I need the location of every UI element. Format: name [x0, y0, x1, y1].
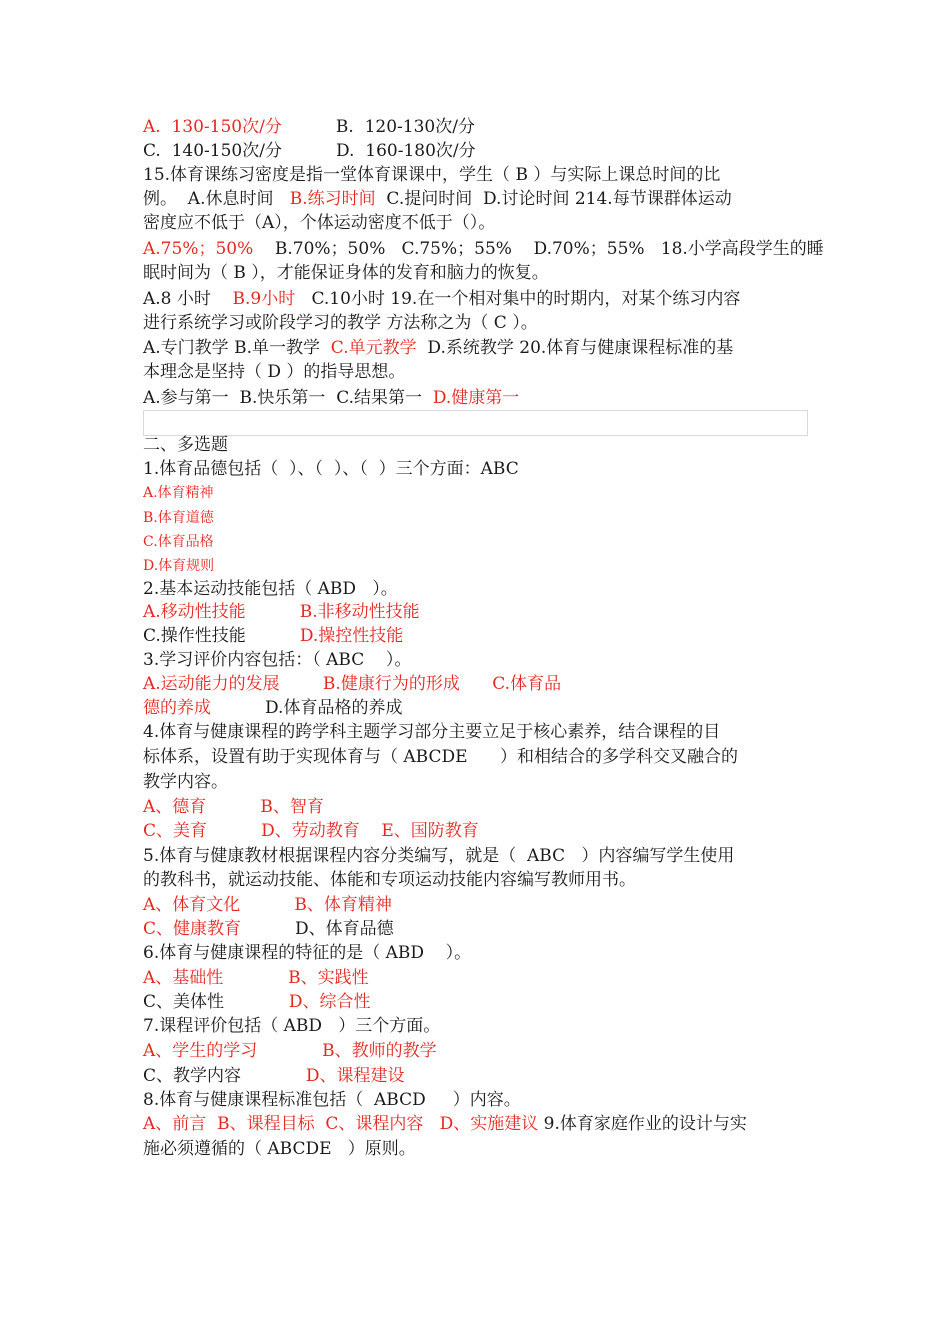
- text-line: [143, 820, 479, 842]
- question-text: 进行系统学习或阶段学习的教学 方法称之为（ C ）。: [143, 313, 538, 333]
- question-text: C、美体性: [143, 992, 289, 1012]
- text-line: [143, 1113, 747, 1135]
- answer-text: A、前言 B、课程目标 C、课程内容 D、实施建议: [143, 1114, 539, 1134]
- answer-text: B、实践性: [288, 968, 369, 988]
- text-line: [143, 1015, 440, 1037]
- question-text: 1.体育品德包括（ ）、（ ）、（ ）三个方面：ABC: [143, 459, 519, 479]
- text-line: [143, 894, 392, 916]
- answer-text: A、体育文化: [143, 895, 241, 915]
- text-line: [143, 601, 420, 623]
- text-line: [143, 1040, 437, 1062]
- question-text: [206, 797, 260, 817]
- answer-text: C、美育: [143, 821, 208, 841]
- question-text: A.参与第一 B.快乐第一 C.结果第一: [143, 388, 433, 408]
- question-text: [257, 1041, 322, 1061]
- answer-text: A、基础性: [143, 968, 224, 988]
- question-text: 4.体育与健康课程的跨学科主题学习部分主要立足于核心素养，结合课程的目: [143, 722, 721, 742]
- answer-text: A.体育精神: [143, 485, 214, 501]
- question-text: [223, 968, 288, 988]
- answer-text: C.体育品格: [143, 534, 214, 550]
- question-text: B. 120-130次/分: [281, 117, 475, 137]
- text-line: [143, 337, 733, 359]
- answer-text: D.健康第一: [432, 388, 520, 408]
- text-line: [143, 918, 394, 940]
- question-text: 密度应不低于（A），个体运动密度不低于（）。: [143, 213, 496, 233]
- text-line: [143, 557, 214, 575]
- question-text: 例。 A.休息时间: [143, 189, 290, 209]
- question-text: [360, 821, 382, 841]
- text-line: [143, 188, 732, 210]
- text-line: [143, 312, 538, 334]
- question-text: 15.体育课练习密度是指一堂体育课课中，学生（ B ）与实际上课总时间的比: [143, 165, 721, 185]
- section-divider: [143, 410, 808, 436]
- text-line: [143, 578, 398, 600]
- answer-text: B.练习时间: [289, 189, 376, 209]
- question-text: [207, 821, 261, 841]
- text-line: [143, 721, 720, 743]
- text-line: [143, 262, 549, 284]
- text-line: [143, 625, 403, 647]
- text-line: [143, 649, 411, 671]
- answer-text: B.非移动性技能: [299, 602, 420, 622]
- question-text: D.体育品格的养成: [211, 698, 403, 718]
- question-text: 9.体育家庭作业的设计与实: [538, 1114, 747, 1134]
- text-line: [143, 164, 720, 186]
- question-text: C.10小时 19.在一个相对集中的时期内，对某个练习内容: [295, 289, 741, 309]
- text-line: [143, 967, 369, 989]
- question-text: [460, 674, 492, 694]
- question-text: 的教科书，就运动技能、体能和专项运动技能内容编写教师用书。: [143, 870, 636, 890]
- text-line: [143, 869, 636, 891]
- answer-text: 德的养成: [143, 698, 211, 718]
- question-text: C.操作性技能: [143, 626, 300, 646]
- answer-text: D.体育规则: [143, 558, 215, 574]
- question-text: 7.课程评价包括（ ABD ）三个方面。: [143, 1016, 441, 1036]
- answer-text: A.运动能力的发展: [143, 674, 280, 694]
- question-text: [280, 674, 323, 694]
- answer-text: D、劳动教育: [261, 821, 360, 841]
- question-text: B.70%；50% C.75%；55% D.70%；55% 18.小学高段学生的睡: [253, 239, 824, 259]
- question-text: 施必须遵循的（ ABCDE ）原则。: [143, 1139, 416, 1159]
- answer-text: D.操控性技能: [299, 626, 404, 646]
- question-text: C.提问时间 D.讨论时间 214.每节课群体运动: [375, 189, 732, 209]
- question-text: C. 140-150次/分 D. 160-180次/分: [143, 141, 476, 161]
- text-line: [143, 212, 495, 234]
- text-line: [143, 1065, 405, 1087]
- question-text: [240, 895, 294, 915]
- text-line: [143, 845, 734, 867]
- question-text: 二、多选题: [143, 435, 228, 455]
- text-line: [143, 1138, 416, 1160]
- question-text: D、体育品德: [241, 919, 394, 939]
- question-text: 2.基本运动技能包括（ ABD ）。: [143, 579, 398, 599]
- text-line: [143, 458, 519, 480]
- question-text: A.8 小时: [143, 289, 233, 309]
- question-text: 本理念是坚持（ D ）的指导思想。: [143, 362, 406, 382]
- text-line: [143, 942, 471, 964]
- answer-text: B.体育道德: [143, 510, 214, 526]
- question-text: D.系统教学 20.体育与健康课程标准的基: [416, 338, 734, 358]
- text-line: [143, 673, 561, 695]
- answer-text: D、课程建设: [305, 1066, 405, 1086]
- answer-text: C.体育品: [492, 674, 562, 694]
- text-line: [143, 771, 228, 793]
- answer-text: B、教师的教学: [322, 1041, 437, 1061]
- question-text: 标体系，设置有助于实现体育与（ ABCDE ）和相结合的多学科交叉融合的: [143, 747, 738, 767]
- answer-text: B.健康行为的形成: [322, 674, 460, 694]
- question-text: 眠时间为（ B ），才能保证身体的发育和脑力的恢复。: [143, 263, 549, 283]
- text-line: [143, 140, 476, 162]
- text-line: [143, 238, 824, 260]
- question-text: [246, 602, 300, 622]
- answer-text: A.75%；50%: [143, 239, 254, 259]
- question-text: 8.体育与健康课程标准包括（ ABCD ）内容。: [143, 1090, 521, 1110]
- text-line: [143, 509, 214, 527]
- question-text: A.专门教学 B.单一教学: [143, 338, 331, 358]
- question-text: 5.体育与健康教材根据课程内容分类编写，就是（ ABC ）内容编写学生使用: [143, 846, 735, 866]
- text-line: [143, 484, 214, 502]
- text-line: [143, 288, 740, 310]
- question-text: 6.体育与健康课程的特征的是（ ABD ）。: [143, 943, 472, 963]
- text-line: [143, 796, 324, 818]
- text-line: [143, 991, 371, 1013]
- answer-text: A、德育: [143, 797, 207, 817]
- answer-text: A、学生的学习: [143, 1041, 258, 1061]
- text-line: [143, 387, 519, 409]
- answer-text: A. 130-150次/分: [143, 117, 282, 137]
- answer-text: D、综合性: [288, 992, 371, 1012]
- answer-text: E、国防教育: [381, 821, 479, 841]
- answer-text: C、健康教育: [143, 919, 242, 939]
- question-text: 3.学习评价内容包括：（ ABC ）。: [143, 650, 412, 670]
- text-line: [143, 746, 738, 768]
- answer-text: A.移动性技能: [143, 602, 246, 622]
- text-line: [143, 533, 214, 551]
- question-text: C、教学内容: [143, 1066, 306, 1086]
- text-line: [143, 116, 475, 138]
- answer-text: B.9小时: [232, 289, 296, 309]
- text-line: [143, 434, 228, 456]
- text-line: [143, 697, 402, 719]
- answer-text: C.单元教学: [330, 338, 417, 358]
- answer-text: B、体育精神: [294, 895, 392, 915]
- answer-text: B、智育: [260, 797, 324, 817]
- text-line: [143, 361, 405, 383]
- question-text: 教学内容。: [143, 772, 228, 792]
- text-line: [143, 1089, 521, 1111]
